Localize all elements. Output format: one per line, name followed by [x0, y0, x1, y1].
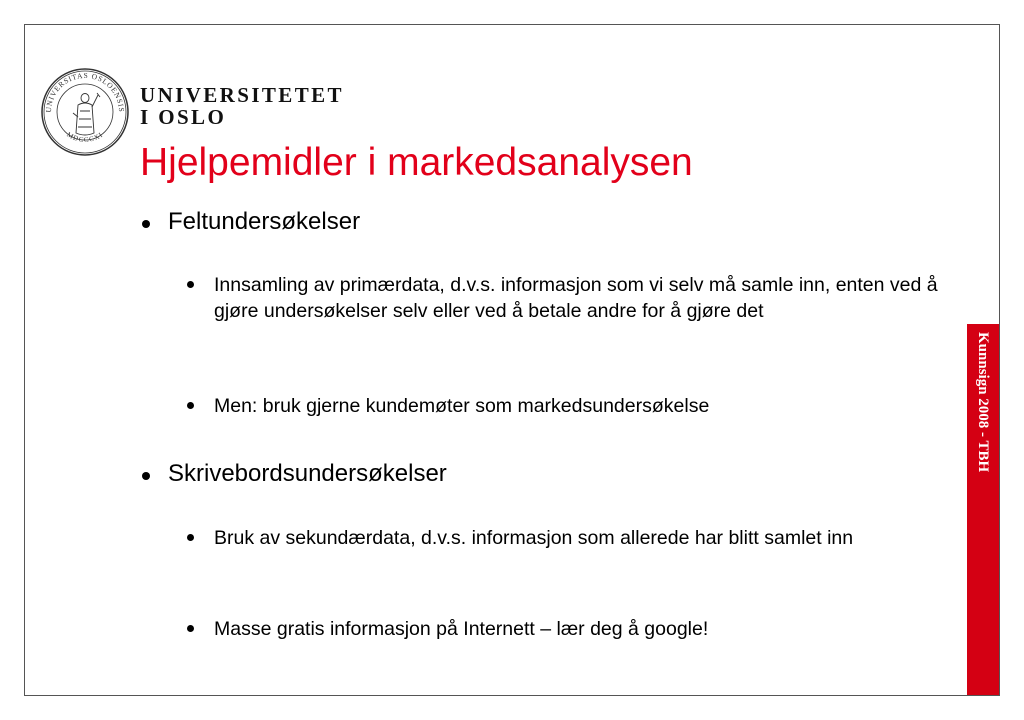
seal-text-top: UNIVERSITAS OSLOENSIS [43, 70, 127, 113]
sub-bullet-text: Masse gratis informasjon på Internett – lær deg å google! [214, 618, 709, 640]
svg-text:UNIVERSITAS OSLOENSIS [44, 71, 126, 113]
logo-line-2: I OSLO [140, 105, 227, 129]
bullet-text: Skrivebordsundersøkelser [168, 460, 447, 487]
bullet-icon [187, 281, 194, 288]
bullet-icon [142, 472, 150, 480]
side-banner-text: Kunnsign 2008 - TBH [975, 332, 991, 473]
logo-line-1: UNIVERSITETET [140, 83, 344, 107]
university-seal-icon [40, 67, 130, 157]
sub-bullet-text: Innsamling av primærdata, d.v.s. informasjon som vi selv må samle inn, enten ved å gjøre undersøkelser selv eller ved å betale andre for å gjøre det [214, 274, 938, 322]
side-banner [967, 324, 999, 695]
sub-bullet-text: Bruk av sekundærdata, d.v.s. informasjon som allerede har blitt samlet inn [214, 527, 854, 549]
sub-bullet-text: Men: bruk gjerne kundemøter som markedsundersøkelse [214, 395, 710, 417]
bullet-text: Feltundersøkelser [168, 208, 361, 235]
bullet-icon [187, 534, 194, 541]
slide-title: Hjelpemidler i markedsanalysen [140, 141, 693, 184]
svg-text:MDCCCXI [65, 131, 104, 144]
bullet-icon [187, 402, 194, 409]
bullet-icon [142, 220, 150, 228]
seal-text-bottom: MDCCCXI [65, 130, 105, 145]
university-logo-text [140, 84, 344, 128]
bullet-icon [187, 625, 194, 632]
